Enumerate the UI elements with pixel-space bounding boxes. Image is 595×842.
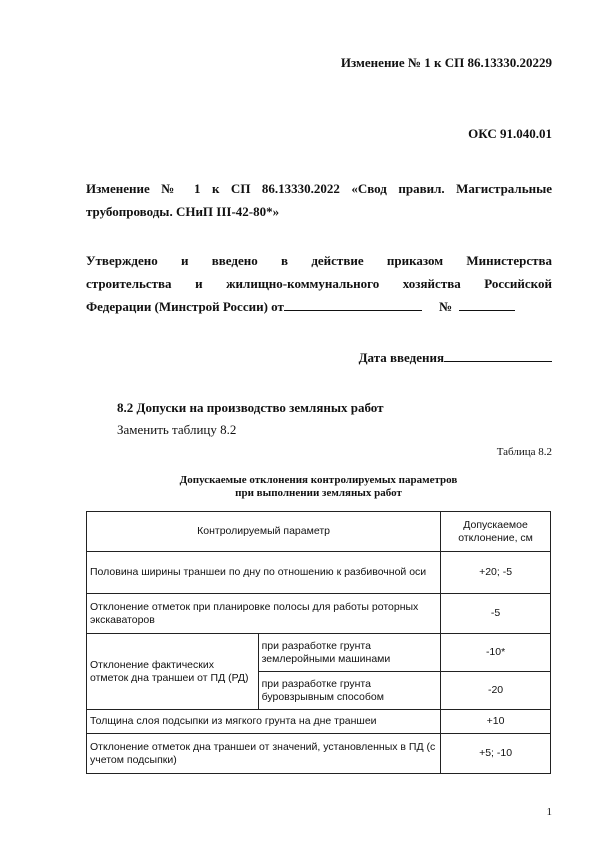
- oks-code: ОКС 91.040.01: [468, 126, 552, 141]
- number-sign: №: [439, 299, 453, 314]
- row-value: -20: [441, 672, 551, 710]
- header-parameter: Контролируемый параметр: [87, 512, 441, 552]
- row-value: -5: [441, 594, 551, 634]
- number-blank: [459, 297, 515, 311]
- change-title-line-1: Изменение № 1 к СП 86.13330.2022 «Свод правил. Магистральные: [86, 181, 552, 196]
- introduction-date-label: Дата введения: [358, 350, 444, 365]
- change-title: [86, 177, 552, 223]
- row-subparameter: при разработке грунта буровзрывным способом: [258, 672, 441, 710]
- table-title: [86, 474, 551, 500]
- row-subparameter: при разработке грунта землеройными машинами: [258, 634, 441, 672]
- replace-instruction: Заменить таблицу 8.2: [117, 422, 237, 437]
- table-title-line-1: Допускаемые отклонения контролируемых параметров: [179, 474, 458, 486]
- approval-line-1: Утверждено и введено в действие приказом Министерства: [86, 253, 552, 268]
- row-value: +20; -5: [441, 552, 551, 594]
- change-title-line-2: трубопроводы. СНиП III-42-80*»: [86, 204, 280, 219]
- section-heading: 8.2 Допуски на производство земляных работ: [117, 400, 384, 415]
- row-value: -10*: [441, 634, 551, 672]
- date-blank: [284, 297, 422, 311]
- header-deviation: [441, 512, 551, 552]
- approval-line-2: строительства и жилищно-коммунального хозяйства Российской: [86, 276, 552, 291]
- introduction-date-blank: [444, 348, 552, 362]
- table-label: Таблица 8.2: [496, 446, 552, 458]
- row-parameter: Отклонение отметок при планировке полосы для работы роторных экскаваторов: [87, 594, 441, 634]
- table-title-line-2: при выполнении земляных работ: [235, 487, 402, 499]
- table-row: [87, 594, 551, 634]
- row-parameter: Отклонение фактических отметок дна траншеи от ПД (РД): [87, 634, 259, 710]
- table-row: [87, 710, 551, 734]
- page-number: 1: [546, 806, 552, 818]
- table-row: [87, 634, 551, 672]
- approval-paragraph: [86, 249, 552, 318]
- header-deviation-line-2: отклонение, см: [458, 531, 533, 544]
- approval-line-3: [86, 295, 552, 318]
- row-value: +10: [441, 710, 551, 734]
- row-parameter: Толщина слоя подсыпки из мягкого грунта на дне траншеи: [87, 710, 441, 734]
- approval-line-3-text: Федерации (Минстрой России) от: [86, 299, 284, 314]
- document-reference: Изменение № 1 к СП 86.13330.20229: [340, 55, 552, 70]
- table-row: [87, 734, 551, 774]
- row-parameter: Отклонение отметок дна траншеи от значений, установленных в ПД (с учетом подсыпки): [87, 734, 441, 774]
- table-row: [87, 552, 551, 594]
- row-parameter: Половина ширины траншеи по дну по отношению к разбивочной оси: [87, 552, 441, 594]
- table-header-row: [87, 512, 551, 552]
- tolerance-table: [86, 511, 551, 774]
- header-deviation-line-1: Допускаемое: [463, 518, 528, 531]
- row-value: +5; -10: [441, 734, 551, 774]
- introduction-date: [359, 348, 552, 366]
